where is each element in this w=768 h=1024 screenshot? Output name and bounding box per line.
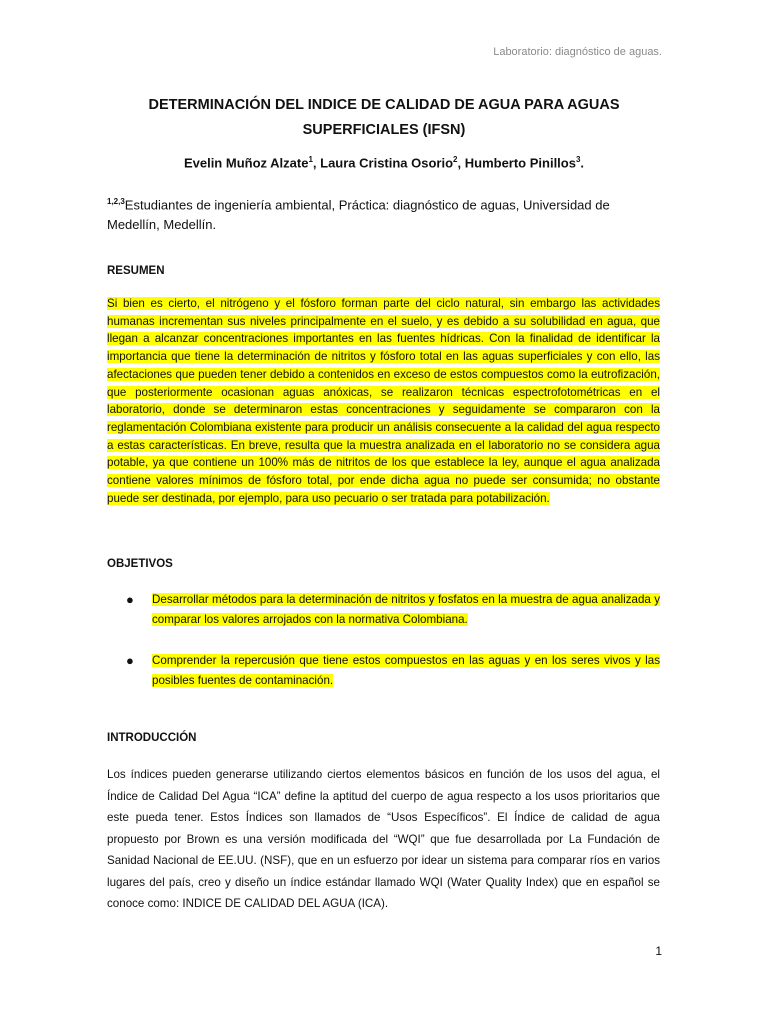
- title-line-1: DETERMINACIÓN DEL INDICE DE CALIDAD DE AGUA PARA AGUAS: [148, 97, 620, 113]
- objective-text: Desarrollar métodos para la determinación de nitritos y fosfatos en la muestra de agua analizada y comparar los valores arrojados con la normativa Colombiana.: [152, 593, 660, 626]
- author-name: Laura Cristina Osorio: [320, 155, 454, 171]
- bullet-icon: ●: [126, 653, 134, 668]
- objective-text: Comprender la repercusión que tiene estos compuestos en las aguas y en los seres vivos y las posibles fuentes de contaminación.: [152, 654, 660, 687]
- affiliation-sup: 1,2,3: [107, 197, 125, 206]
- bullet-icon: ●: [126, 592, 134, 607]
- title-line-2: SUPERFICIALES (IFSN): [302, 122, 466, 138]
- resumen-body: [107, 295, 660, 507]
- author-end: .: [580, 155, 585, 171]
- author-separator: ,: [457, 155, 465, 171]
- author-sup: 3: [575, 155, 581, 164]
- page-number: 1: [655, 944, 662, 958]
- author-name: Evelin Muñoz Alzate: [183, 155, 309, 171]
- objetivos-heading: OBJETIVOS: [107, 558, 173, 570]
- objective-item: [126, 651, 660, 691]
- resumen-heading: RESUMEN: [107, 265, 165, 277]
- author-list: [100, 155, 668, 170]
- author-sup: 2: [453, 155, 458, 164]
- resumen-text: Si bien es cierto, el nitrógeno y el fósforo forman parte del ciclo natural, sin embargo las actividades humanas incrementan sus niveles principalmente en el suelo, y es debido a su solubilidad en agua, que llegan a alcanzar concentraciones importantes en las fuentes hídricas. Con la finalidad de identificar la importancia que tiene la determinación de nitritos y fósforo total en las aguas superficiales y con ello, las afectaciones que pueden tener debido a contenidos en exceso de estos compuestos como la eutrofización, que posteriormente ocasionan aguas anóxicas, se realizaron técnicas espectrofotométricas en el laboratorio, donde se determinaron estas concentraciones y seguidamente se compararon con la reglamentación Colombiana existente para producir un análisis consecuente a la calidad del agua respecto a estas características. En breve, resulta que la muestra analizada en el laboratorio no se considera agua potable, ya que contiene un 100% más de nitritos de los que establece la ley, aunque el agua analizada contiene valores mínimos de fósforo total, por ende dicha agua no puede ser consumida; no obstante puede ser destinada, por ejemplo, para uso pecuario o ser tratada para potabilización.: [107, 297, 660, 505]
- affiliation: [107, 192, 662, 235]
- affiliation-text: Estudiantes de ingeniería ambiental, Práctica: diagnóstico de aguas, Universidad de Medellín, Medellín.: [107, 197, 610, 233]
- running-header: Laboratorio: diagnóstico de aguas.: [493, 46, 662, 58]
- objective-item: [126, 590, 660, 630]
- author-separator: ,: [312, 155, 321, 171]
- author-name: Humberto Pinillos: [464, 155, 576, 171]
- introduccion-body: Los índices pueden generarse utilizando ciertos elementos básicos en función de los usos del agua, el Índice de Calidad Del Agua “ICA” define la aptitud del cuerpo de agua respecto a los usos prioritarios que este pueda tener. Estos Índices son llamados de “Usos Específicos”. El Índice de calidad de agua propuesto por Brown es una versión modificada del “WQI” que fue desarrollada por La Fundación de Sanidad Nacional de EE.UU. (NSF), que en un esfuerzo por idear un sistema para comparar ríos en varios lugares del país, creo y diseño un índice estándar llamado WQI (Water Quality Index) que en español se conoce como: INDICE DE CALIDAD DEL AGUA (ICA).: [107, 768, 660, 910]
- document-title: [100, 93, 668, 143]
- introduccion-heading: INTRODUCCIÓN: [107, 732, 197, 744]
- author-sup: 1: [308, 155, 313, 164]
